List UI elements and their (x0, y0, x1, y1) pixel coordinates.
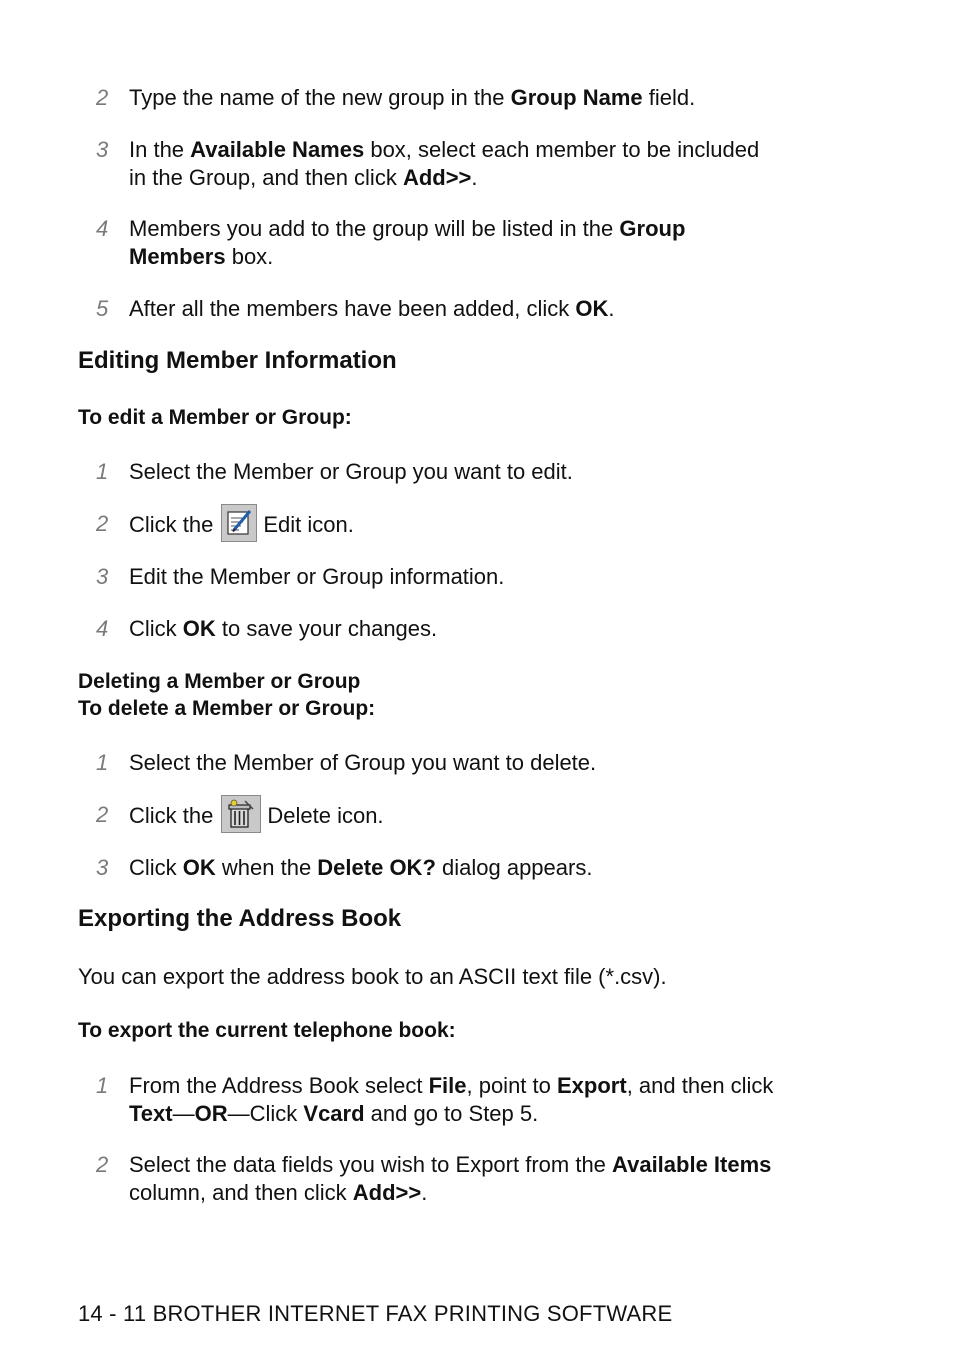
step-text: Select the Member or Group you want to edit. (129, 459, 573, 484)
step-number: 2 (96, 1152, 109, 1177)
section-heading-editing: Editing Member Information (78, 347, 397, 374)
subheading-deleting: Deleting a Member or Group (78, 670, 361, 693)
step-number: 5 (96, 296, 109, 321)
subheading-export: To export the current telephone book: (78, 1019, 456, 1042)
step-text: Select the Member of Group you want to delete. (129, 750, 597, 775)
step-number: 1 (96, 1073, 109, 1098)
export-intro: You can export the address book to an ASCII text file (*.csv). (78, 964, 667, 989)
step-text: Type the name of the new group in the Group Name field. (129, 85, 696, 110)
step-number: 3 (96, 564, 109, 589)
subheading-edit: To edit a Member or Group: (78, 406, 352, 429)
step-number: 4 (96, 216, 109, 241)
step-text: Click the Delete icon. (129, 801, 829, 833)
step-number: 2 (96, 802, 109, 827)
step-number: 3 (96, 137, 109, 162)
step-text: In the Available Names box, select each member to be included in the Group, and then click Add>>. (129, 137, 760, 190)
step-number: 1 (96, 459, 109, 484)
step-text: Edit the Member or Group information. (129, 564, 505, 589)
step-text: After all the members have been added, click OK. (129, 296, 615, 321)
step-number: 3 (96, 855, 109, 880)
step-number: 2 (96, 511, 109, 536)
step-text: Members you add to the group will be listed in the Group Members box. (129, 216, 686, 269)
step-text: Click the Edit icon. (129, 510, 829, 542)
step-number: 4 (96, 616, 109, 641)
section-heading-exporting: Exporting the Address Book (78, 905, 402, 932)
page-footer: 14 - 11 BROTHER INTERNET FAX PRINTING SOFTWARE (78, 1301, 673, 1326)
step-text: From the Address Book select File, point to Export, and then click Text—OR—Click Vcard and go to Step 5. (129, 1073, 774, 1126)
step-text: Click OK when the Delete OK? dialog appears. (129, 855, 593, 880)
step-number: 2 (96, 85, 109, 110)
step-text: Select the data fields you wish to Export from the Available Items column, and then click Add>>. (129, 1152, 772, 1205)
subheading-delete: To delete a Member or Group: (78, 697, 376, 720)
step-text: Click OK to save your changes. (129, 616, 438, 641)
step-number: 1 (96, 750, 109, 775)
delete-icon[interactable] (221, 795, 261, 833)
edit-icon[interactable] (221, 504, 257, 542)
